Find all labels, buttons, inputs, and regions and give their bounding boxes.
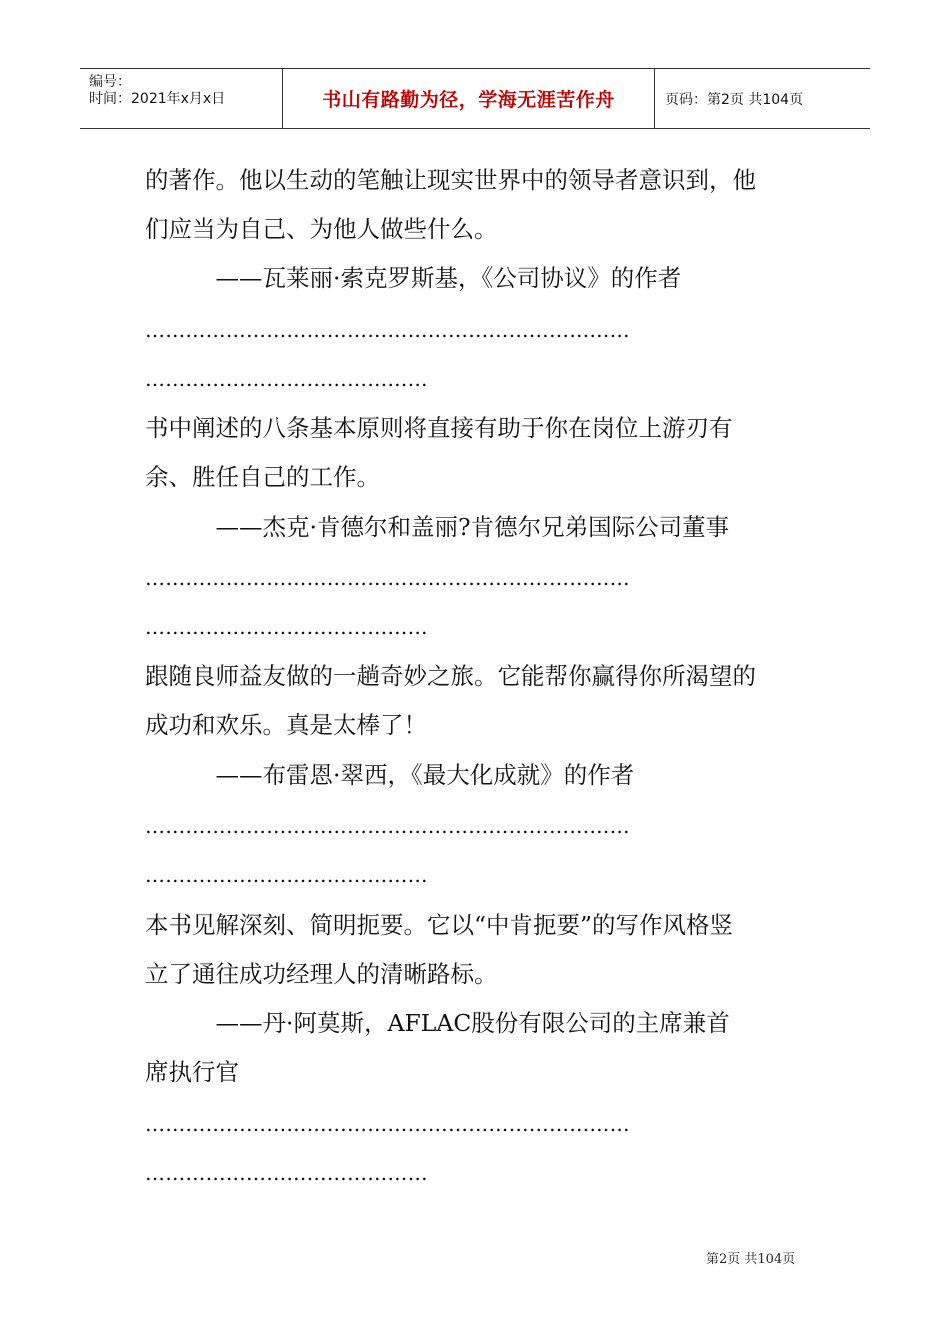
dotted-separator: …………………………………… xyxy=(145,367,428,391)
header-motto-cell xyxy=(282,69,655,128)
header-page-cell xyxy=(655,69,870,128)
dotted-separator: ……………………………………………………………… xyxy=(145,1112,630,1136)
attribution-line: ——瓦莱丽·索克罗斯基，《公司协议》的作者 xyxy=(145,264,682,292)
header-meta-cell xyxy=(80,69,282,128)
body-line: 余、胜任自己的工作。 xyxy=(145,463,380,491)
serial-number-label: 编号： xyxy=(89,74,131,90)
header-page-info: 页码：第2页 共104页 xyxy=(665,91,804,108)
body-line: 立了通往成功经理人的清晰路标。 xyxy=(145,960,498,988)
body-line: 的著作。他以生动的笔触让现实世界中的领导者意识到，他 xyxy=(145,166,756,194)
dotted-separator: ……………………………………………………………… xyxy=(145,814,630,838)
page-header xyxy=(80,68,870,129)
dotted-separator: ……………………………………………………………… xyxy=(145,318,630,342)
attribution-line: ——丹·阿莫斯，AFLAC股份有限公司的主席兼首 xyxy=(145,1009,730,1037)
dotted-separator: ……………………………………………………………… xyxy=(145,566,630,590)
body-line: 本书见解深刻、简明扼要。它以“中肯扼要”的写作风格竖 xyxy=(145,911,734,939)
dotted-separator: …………………………………… xyxy=(145,615,428,639)
date-label: 时间：2021年x月x日 xyxy=(89,91,226,107)
page-footer: 第2页 共104页 xyxy=(706,1252,796,1267)
header-motto: 书山有路勤为径，学海无涯苦作舟 xyxy=(322,89,615,111)
attribution-line: ——杰克·肯德尔和盖丽?肯德尔兄弟国际公司董事 xyxy=(145,513,730,541)
body-line: 们应当为自己、为他人做些什么。 xyxy=(145,215,498,243)
dotted-separator: …………………………………… xyxy=(145,863,428,887)
body-line: 成功和欢乐。真是太棒了！ xyxy=(145,711,427,739)
attribution-line: 席执行官 xyxy=(145,1058,239,1086)
attribution-line: ——布雷恩·翠西，《最大化成就》的作者 xyxy=(145,761,635,789)
body-line: 跟随良师益友做的一趟奇妙之旅。它能帮你赢得你所渴望的 xyxy=(145,662,756,690)
dotted-separator: …………………………………… xyxy=(145,1161,428,1185)
body-line: 书中阐述的八条基本原则将直接有助于你在岗位上游刃有 xyxy=(145,414,733,442)
